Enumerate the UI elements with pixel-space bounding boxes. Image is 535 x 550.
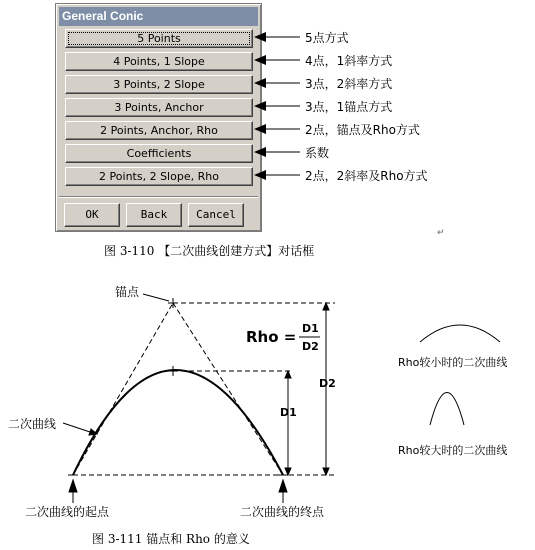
large-rho-label: Rho较大时的二次曲线 (398, 444, 508, 457)
start-point-label: 二次曲线的起点 (25, 505, 110, 519)
annotation-five-points: 5点方式 (305, 31, 349, 45)
rho-formula-label: Rho = (246, 328, 297, 346)
arrowhead-icon (254, 55, 266, 65)
small-rho-curve (420, 325, 500, 342)
two-points-two-slope-rho-button[interactable]: 2 Points, 2 Slope, Rho (65, 167, 253, 186)
start-arrow-icon (69, 480, 77, 492)
arrowhead-icon (254, 147, 266, 157)
two-points-anchor-rho-button[interactable]: 2 Points, Anchor, Rho (65, 121, 253, 140)
annotation-arrows (0, 0, 535, 240)
arrowhead-icon (285, 468, 291, 475)
end-point-label: 二次曲线的终点 (240, 505, 325, 519)
arrowhead-icon (323, 303, 329, 310)
arrowhead-icon (285, 371, 291, 378)
ok-button[interactable]: OK (64, 203, 120, 227)
paragraph-mark: ↵ (437, 228, 445, 238)
conic-diagram (0, 270, 535, 520)
arrowhead-icon (254, 124, 266, 134)
annotation-coefficients: 系数 (305, 146, 330, 160)
conic-leader-line (63, 423, 93, 433)
coefficients-button[interactable]: Coefficients (65, 144, 253, 163)
large-rho-curve (430, 393, 464, 426)
arrowhead-icon (254, 101, 266, 111)
three-points-anchor-button[interactable]: 3 Points, Anchor (65, 98, 253, 117)
annotation-two-points-two-slope-rho: 2点，2斜率及Rho方式 (305, 169, 428, 183)
rho-numerator: D1 (302, 322, 319, 335)
three-points-two-slope-button[interactable]: 3 Points, 2 Slope (65, 75, 253, 94)
tangent-line-left (73, 303, 173, 475)
five-points-button[interactable]: 5 Points (65, 29, 253, 48)
back-button[interactable]: Back (126, 203, 182, 227)
figure-caption-3-111: 图 3-111 锚点和 Rho 的意义 (92, 532, 250, 546)
anchor-label: 锚点 (115, 285, 140, 299)
arrowhead-icon (254, 32, 266, 42)
figure-caption-3-110: 图 3-110 【二次曲线创建方式】对话框 (104, 244, 315, 258)
annotation-two-points-anchor-rho: 2点，锚点及Rho方式 (305, 123, 420, 137)
annotation-four-points-one-slope: 4点，1斜率方式 (305, 54, 393, 68)
arrowhead-icon (254, 170, 266, 180)
conic-label: 二次曲线 (8, 417, 57, 431)
conic-curve (73, 370, 283, 475)
arrowhead-icon (254, 78, 266, 88)
four-points-one-slope-button[interactable]: 4 Points, 1 Slope (65, 52, 253, 71)
dialog-title: General Conic (59, 7, 258, 26)
small-rho-label: Rho较小时的二次曲线 (398, 356, 508, 369)
annotation-three-points-two-slope: 3点，2斜率方式 (305, 77, 393, 91)
d2-label: D2 (319, 377, 336, 390)
rho-denominator: D2 (302, 340, 319, 353)
arrowhead-icon (323, 468, 329, 475)
annotation-three-points-anchor: 3点，1锚点方式 (305, 100, 393, 114)
anchor-leader-line (143, 294, 169, 301)
end-arrow-icon (279, 480, 287, 492)
cancel-button[interactable]: Cancel (188, 203, 244, 227)
d1-label: D1 (280, 406, 297, 419)
